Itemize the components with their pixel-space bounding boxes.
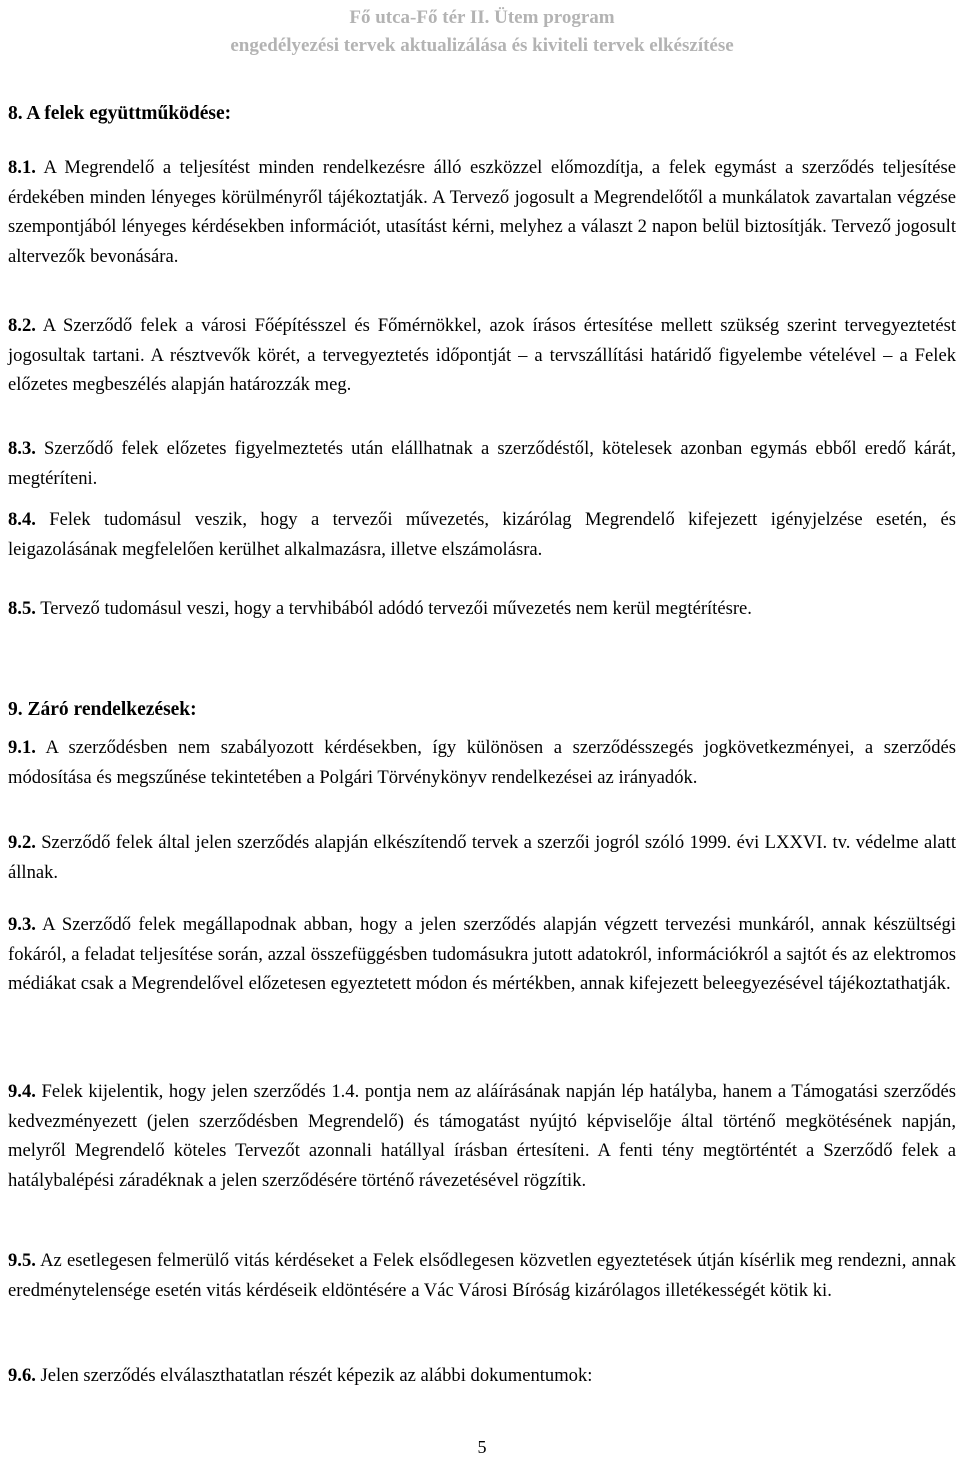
paragraph-9-4 — [8, 1077, 956, 1195]
paragraph-text: A Szerződő felek a városi Főépítésszel és Főmérnökkel, azok írásos értesítése mellett szükség szerint tervegyeztetést jogosultak tartani. A résztvevők körét, a tervegyeztetés időpontját – a tervszállítási határidő figyelembe vételével – a Felek előzetes megbeszélés alapján határozzák meg. — [8, 315, 956, 396]
paragraph-number: 9.4. — [8, 1081, 36, 1102]
paragraph-9-1 — [8, 733, 956, 792]
paragraph-number: 9.2. — [8, 832, 36, 853]
paragraph-number: 9.5. — [8, 1250, 36, 1271]
paragraph-text: Az esetlegesen felmerülő vitás kérdéseket a Felek elsődlegesen közvetlen egyeztetések útján kísérlik meg rendezni, annak eredménytelensége esetén vitás kérdéseik eldöntésére a Vác Városi Bíróság kizárólagos illetékességét kötik ki. — [8, 1250, 956, 1301]
paragraph-text: Szerződő felek által jelen szerződés alapján elkészítendő tervek a szerzői jogról szóló 1999. évi LXXVI. tv. védelme alatt állnak. — [8, 832, 956, 883]
paragraph-8-2 — [8, 311, 956, 400]
paragraph-text: Felek tudomásul veszik, hogy a tervezői művezetés, kizárólag Megrendelő kifejezett igényjelzése esetén, és leigazolásának megfelelően kerülhet alkalmazásra, illetve elszámolásra. — [8, 509, 956, 560]
header-title: Fő utca-Fő tér II. Ütem program — [349, 7, 615, 28]
paragraph-text: Szerződő felek előzetes figyelmeztetés után elállhatnak a szerződéstől, kötelesek azonban egymás ebből eredő kárát, megtéríteni. — [8, 438, 956, 489]
paragraph-9-6 — [8, 1361, 956, 1391]
paragraph-text: A Szerződő felek megállapodnak abban, hogy a jelen szerződés alapján végzett tervezési munkáról, annak készültségi fokáról, a feladat teljesítése során, azzal összefüggésben tudomásukra jutott adatokról, információkról a sajtót és az elektromos médiákat csak a Megrendelővel előzetesen egyeztetett módon és mértékben, annak kifejezett beleegyezésével tájékoztathatják. — [8, 914, 956, 995]
section-9-title: 9. Záró rendelkezések: — [8, 699, 197, 720]
paragraph-number: 9.6. — [8, 1365, 36, 1386]
paragraph-8-3 — [8, 434, 956, 493]
paragraph-9-2 — [8, 828, 956, 887]
paragraph-number: 8.5. — [8, 598, 36, 619]
paragraph-number: 8.3. — [8, 438, 36, 459]
paragraph-text: A szerződésben nem szabályozott kérdésekben, így különösen a szerződésszegés jogkövetkezményei, a szerződés módosítása és megszűnése tekintetében a Polgári Törvénykönyv rendelkezései az irányadók. — [8, 737, 956, 788]
paragraph-8-1 — [8, 153, 956, 271]
paragraph-text: A Megrendelő a teljesítést minden rendelkezésre álló eszközzel előmozdítja, a felek egymást a szerződés teljesítése érdekében minden lényeges körülményről tájékoztatják. A Tervező jogosult a Megrendelőtől a munkálatok zavartalan végzése szempontjából lényeges kérdésekben információt, utasítást kérni, melyhez a választ 2 napon belül biztosítják. Tervező jogosult altervezők bevonására. — [8, 157, 956, 267]
paragraph-8-5 — [8, 594, 956, 624]
paragraph-text: Jelen szerződés elválaszthatatlan részét képezik az alábbi dokumentumok: — [35, 1365, 593, 1386]
page-number: 5 — [477, 1437, 487, 1457]
paragraph-number: 8.1. — [8, 157, 36, 178]
paragraph-number: 9.1. — [8, 737, 36, 758]
document-page — [8, 0, 956, 1460]
paragraph-number: 8.4. — [8, 509, 36, 530]
paragraph-text: Tervező tudomásul veszi, hogy a tervhibából adódó tervezői művezetés nem kerül megtérítésre. — [35, 598, 752, 619]
paragraph-8-4 — [8, 505, 956, 564]
paragraph-9-5 — [8, 1246, 956, 1305]
page-header — [8, 4, 956, 60]
header-subtitle: engedélyezési tervek aktualizálása és kiviteli tervek elkészítése — [230, 35, 734, 56]
section-8-title: 8. A felek együttműködése: — [8, 103, 232, 124]
paragraph-9-3 — [8, 910, 956, 999]
paragraph-number: 8.2. — [8, 315, 36, 336]
paragraph-text: Felek kijelentik, hogy jelen szerződés 1.4. pontja nem az aláírásának napján lép hatályba, hanem a Támogatási szerződés kedvezményezett (jelen szerződésben Megrendelő) és támogatást nyújtó képviselője által történő megkötésének napján, melyről Megrendelő köteles Tervezőt azonnali hatállyal írásban értesíteni. A fenti tény megtörténtét a Szerződő felek a hatálybalépési záradéknak a jelen szerződésére történő rávezetésével rögzítik. — [8, 1081, 956, 1191]
paragraph-number: 9.3. — [8, 914, 36, 935]
